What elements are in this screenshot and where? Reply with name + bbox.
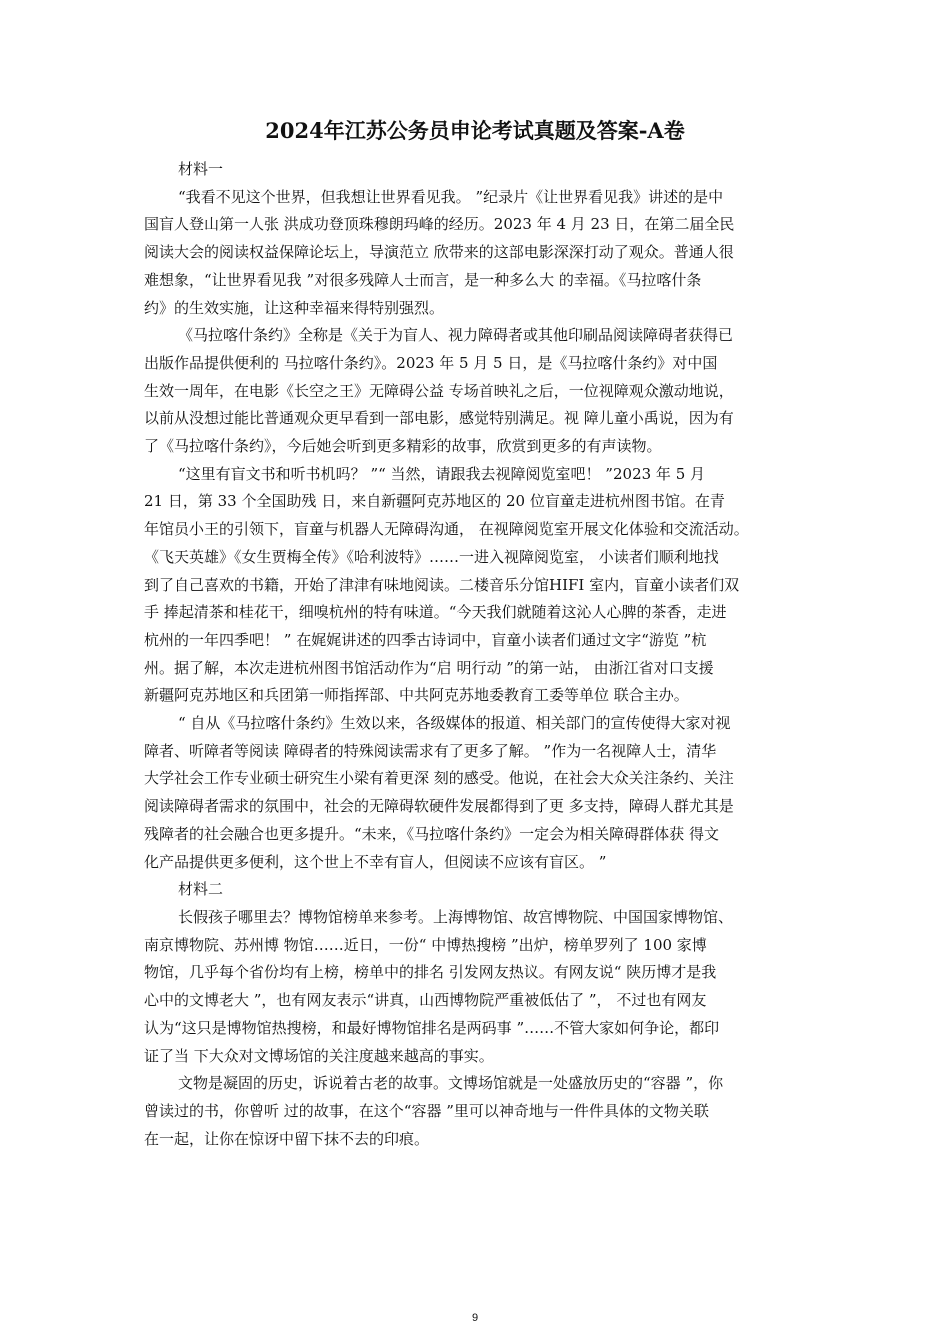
text-line: 障者、听障者等阅读 障碍者的特殊阅读需求有了更多了解。 ”作为一名视障人士，清华 xyxy=(144,741,717,760)
text-line: 到了自己喜欢的书籍，开始了津津有味地阅读。二楼音乐分馆HIFI 室内，盲童小读者们双 xyxy=(144,575,740,594)
text-line: 残障者的社会融合也更多提升。“未来，《马拉喀什条约》一定会为相关障碍群体获 得文 xyxy=(144,824,719,843)
text-line: 杭州的一年四季吧！ ” 在娓娓讲述的四季古诗词中，盲童小读者们通过文字“游览 ”杭 xyxy=(144,630,707,649)
text-line: 证了当 下大众对文博场馆的关注度越来越高的事实。 xyxy=(144,1046,494,1065)
text-line: 南京博物院、苏州博 物馆……近日，一份“ 中博热搜榜 ”出炉，榜单罗列了 100 家博 xyxy=(144,935,707,954)
text-line: 化产品提供更多便利，这个世上不幸有盲人，但阅读不应该有盲区。 ” xyxy=(144,852,607,871)
text-line: 手 捧起清茶和桂花干，细嗅杭州的特有味道。“今天我们就随着这沁人心脾的茶香，走进 xyxy=(144,603,727,622)
text-line: 年馆员小王的引领下，盲童与机器人无障碍沟通， 在视障阅览室开展文化体验和交流活动。 xyxy=(144,520,749,539)
text-line: 阅读障碍者需求的氛围中，社会的无障碍软硬件发展都得到了更 多支持，障碍人群尤其是 xyxy=(144,797,734,816)
text-line: 出版作品提供便利的 马拉喀什条约》。2023 年 5 月 5 日，是《马拉喀什条约》对中国 xyxy=(144,353,718,372)
page-title: 2024年江苏公务员申论考试真题及答案-A卷 xyxy=(265,118,685,143)
text-line: 21 日，第 33 个全国助残 日，来自新疆阿克苏地区的 20 位盲童走进杭州图书馆。在青 xyxy=(144,492,725,511)
text-line: 心中的文博老大 ”，也有网友表示“讲真，山西博物院严重被低估了 ”， 不过也有网友 xyxy=(144,991,707,1010)
text-line: 新疆阿克苏地区和兵团第一师指挥部、中共阿克苏地委教育工委等单位 联合主办。 xyxy=(144,686,689,705)
text-line: “ 自从《马拉喀什条约》生效以来，各级媒体的报道、相关部门的宣传使得大家对视 xyxy=(178,714,731,733)
text-line: 长假孩子哪里去？博物馆榜单来参考。上海博物馆、故宫博物院、中国国家博物馆、 xyxy=(178,907,734,926)
paragraph xyxy=(144,461,809,710)
text-line: 以前从没想过能比普通观众更早看到一部电影，感觉特别满足。视 障儿童小禹说，因为有 xyxy=(144,409,734,428)
section-label: 材料一 xyxy=(178,160,224,178)
paragraph xyxy=(144,710,809,876)
text-line: 难想象，“让世界看见我 ”对很多残障人士而言，是一种多么大 的幸福。《马拉喀什条 xyxy=(144,270,702,289)
text-line: 文物是凝固的历史，诉说着古老的故事。文博场馆就是一处盛放历史的“容器 ”，你 xyxy=(178,1074,724,1093)
paragraph xyxy=(144,904,809,1070)
paragraph xyxy=(144,322,809,461)
text-line: “这里有盲文书和听书机吗？ ”“ 当然，请跟我去视障阅览室吧！ ”2023 年 5 月 xyxy=(178,464,706,483)
text-line: 物馆，几乎每个省份均有上榜，榜单中的排名 引发网友热议。有网友说“ 陕历博才是我 xyxy=(144,963,717,982)
section-label: 材料二 xyxy=(178,880,224,899)
text-line: “我看不见这个世界，但我想让世界看见我。 ”纪录片《让世界看见我》讲述的是中 xyxy=(178,187,724,206)
text-line: 在一起，让你在惊讶中留下抹不去的印痕。 xyxy=(144,1129,430,1148)
text-line: 大学社会工作专业硕士研究生小梁有着更深 刻的感受。他说，在社会大众关注条约、关注 xyxy=(144,769,734,788)
text-line: 曾读过的书，你曾听 过的故事，在这个“容器 ”里可以神奇地与一件件具体的文物关联 xyxy=(144,1101,709,1120)
text-line: 《飞天英雄》《女生贾梅全传》《哈利波特》……一进入视障阅览室， 小读者们顺利地找 xyxy=(144,547,719,566)
paragraph xyxy=(144,1070,809,1153)
text-line: 州。据了解，本次走进杭州图书馆活动作为“启 明行动 ”的第一站， 由浙江省对口支援 xyxy=(144,658,714,677)
text-line: 生效一周年，在电影《长空之王》无障碍公益 专场首映礼之后，一位视障观众激动地说， xyxy=(144,381,734,400)
text-line: 《马拉喀什条约》全称是《关于为盲人、视力障碍者或其他印刷品阅读障碍者获得已 xyxy=(178,326,734,345)
text-line: 认为“这只是博物馆热搜榜，和最好博物馆排名是两码事 ”……不管大家如何争论，都印 xyxy=(144,1018,720,1037)
paragraph xyxy=(144,184,809,323)
text-line: 阅读大会的阅读权益保障论坛上，导演范立 欣带来的这部电影深深打动了观众。普通人很 xyxy=(144,243,734,262)
text-line: 国盲人登山第一人张 洪成功登顶珠穆朗玛峰的经历。2023 年 4 月 23 日，在第二届全民 xyxy=(144,215,735,234)
page-number: 9 xyxy=(471,1312,479,1324)
text-line: 了《马拉喀什条约》，今后她会听到更多精彩的故事，欣赏到更多的有声读物。 xyxy=(144,437,662,456)
document-body xyxy=(144,156,809,1153)
text-line: 约》的生效实施，让这种幸福来得特别强烈。 xyxy=(144,298,445,317)
